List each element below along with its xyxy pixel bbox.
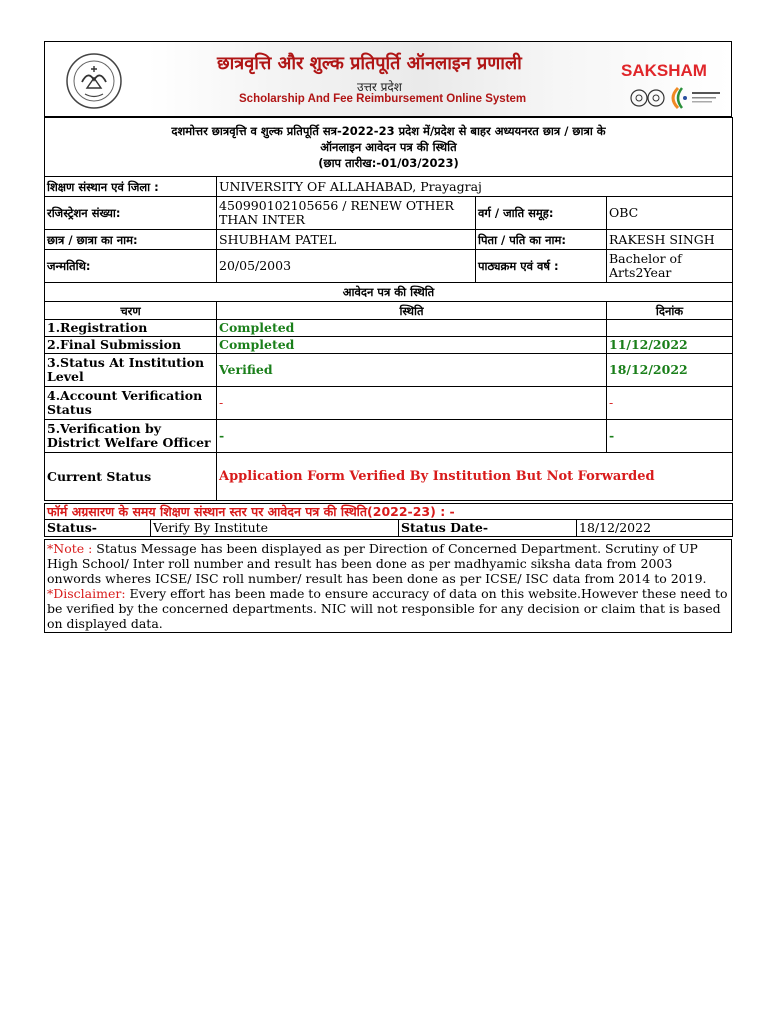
digital-india-logo-icon [630, 84, 725, 112]
course-label: पाठ्यक्रम एवं वर्ष : [476, 250, 607, 283]
father-name-label: पिता / पति का नाम: [476, 230, 607, 250]
dob-course-row [45, 250, 733, 283]
institution-label: शिक्षण संस्थान एवं जिला : [45, 177, 217, 197]
state-name-hindi: उत्तर प्रदेश [357, 80, 402, 94]
dob-label: जन्मतिथि: [45, 250, 217, 283]
up-government-seal-icon [65, 52, 123, 110]
status-document [44, 41, 732, 633]
institute-status-value: Verify By Institute [151, 520, 399, 537]
note-label: *Note : [47, 541, 93, 556]
student-row [45, 230, 733, 250]
stage-name: 3.Status At Institution Level [45, 354, 217, 387]
disclaimer-label: *Disclaimer: [47, 586, 126, 601]
caption-session-line: दशमोत्तर छात्रवृत्ति व शुल्क प्रतिपूर्ति सत्र-2022-23 प्रदेश में/प्रदेश से बाहर अध्ययनरत छात्र / छात्रा के [171, 124, 606, 138]
institution-value: UNIVERSITY OF ALLAHABAD, Prayagraj [217, 177, 733, 197]
stage-date: - [607, 387, 733, 420]
application-status-table [44, 117, 733, 501]
caption-print-date: (छाप तारीख:-01/03/2023) [318, 156, 459, 170]
current-status-label: Current Status [45, 453, 217, 501]
stage-date: 18/12/2022 [607, 354, 733, 387]
institute-level-table [44, 503, 733, 537]
institution-row [45, 177, 733, 197]
col-stage-header: चरण [45, 302, 217, 320]
course-value: Bachelor of Arts2Year [607, 250, 733, 283]
stage-status: Verified [217, 354, 607, 387]
caption-status-line: ऑनलाइन आवेदन पत्र की स्थिति [320, 140, 457, 154]
portal-title-hindi: छात्रवृत्ति और शुल्क प्रतिपूर्ति ऑनलाइन प्रणाली [217, 53, 522, 74]
stage-row [45, 337, 733, 354]
stage-date [607, 320, 733, 337]
status-header-row [45, 302, 733, 320]
current-status-value: Application Form Verified By Institution But Not Forwarded [217, 453, 733, 501]
stage-status: Completed [217, 337, 607, 354]
stage-date: 11/12/2022 [607, 337, 733, 354]
current-status-row [45, 453, 733, 501]
dob-value: 20/05/2003 [217, 250, 476, 283]
saksham-brand: SAKSHAM [621, 61, 707, 80]
stage-status: - [217, 387, 607, 420]
stage-status: - [217, 420, 607, 453]
note-disclaimer-box [44, 539, 732, 633]
status-section-title: आवेदन पत्र की स्थिति [45, 283, 733, 302]
status-section-title-row [45, 283, 733, 302]
institute-status-label: Status- [45, 520, 151, 537]
registration-row [45, 197, 733, 230]
registration-label: रजिस्ट्रेशन संख्या: [45, 197, 217, 230]
portal-title-english: Scholarship And Fee Reimbursement Online System [239, 93, 527, 105]
disclaimer-text: Every effort has been made to ensure accuracy of data on this website.However these need to be verified by the concerned departments. NIC will not responsible for any decision or claim that is based on displayed data. [47, 586, 728, 631]
stage-name: 4.Account Verification Status [45, 387, 217, 420]
col-date-header: दिनांक [607, 302, 733, 320]
stage-row [45, 387, 733, 420]
col-status-header: स्थिति [217, 302, 607, 320]
student-name-value: SHUBHAM PATEL [217, 230, 476, 250]
institute-level-caption: फॉर्म अग्रसारण के समय शिक्षण संस्थान स्तर पर आवेदन पत्र की स्थिति(2022-23) : - [45, 504, 733, 520]
registration-value: 450990102105656 / RENEW OTHER THAN INTER [217, 197, 476, 230]
institute-status-date-value: 18/12/2022 [577, 520, 733, 537]
father-name-value: RAKESH SINGH [607, 230, 733, 250]
category-value: OBC [607, 197, 733, 230]
institute-level-row [45, 520, 733, 537]
stage-status: Completed [217, 320, 607, 337]
student-name-label: छात्र / छात्रा का नाम: [45, 230, 217, 250]
category-label: वर्ग / जाति समूह: [476, 197, 607, 230]
stage-name: 1.Registration [45, 320, 217, 337]
stage-date: - [607, 420, 733, 453]
note-text: Status Message has been displayed as per Direction of Concerned Department. Scrutiny of UP High School/ Inter roll number and result has been done as per madhyamic siksha data from 2003 onwords wheres ICSE/ ISC roll number/ result has been done as per ICSE/ ISC data from 2014 to 2019. [47, 541, 707, 586]
stage-name: 2.Final Submission [45, 337, 217, 354]
document-caption [45, 118, 733, 177]
stage-row [45, 420, 733, 453]
stage-row [45, 354, 733, 387]
institute-level-caption-row [45, 504, 733, 520]
stage-name: 5.Verification by District Welfare Officer [45, 420, 217, 453]
institute-status-date-label: Status Date- [399, 520, 577, 537]
page-header [44, 41, 732, 117]
stage-row [45, 320, 733, 337]
